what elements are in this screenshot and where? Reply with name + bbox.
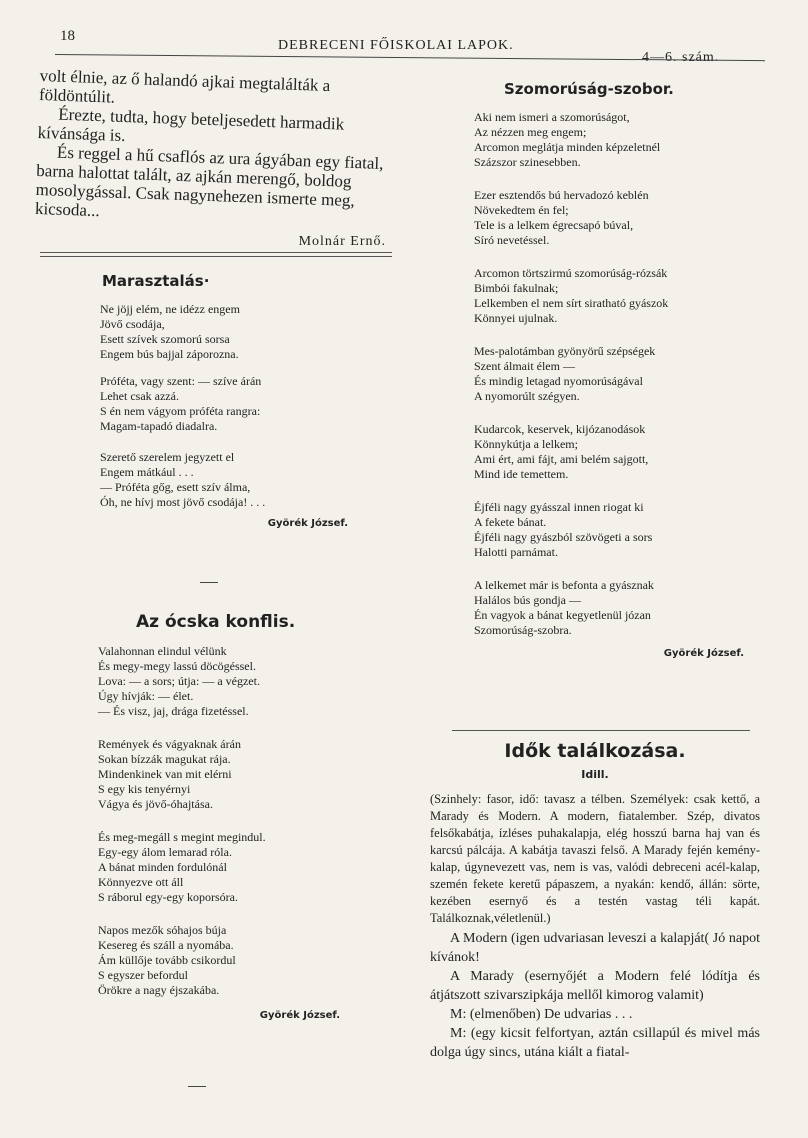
verse-line: Mes-palotámban gyönyörű szépségek — [474, 344, 656, 358]
verse-line: Lova: — a sors; útja: — a végzet. — [98, 674, 260, 688]
journal-title: DEBRECENI FŐISKOLAI LAPOK. — [278, 38, 514, 53]
stanza — [100, 374, 360, 434]
verse-line: Lelkemben el nem sírt siratható gyászok — [474, 296, 669, 310]
stanza — [474, 344, 744, 404]
verse-line: És megy-megy lassú döcögéssel. — [98, 659, 256, 673]
verse-line: Én vagyok a bánat kegyetlenül józan — [474, 608, 651, 622]
verse-line: Az nézzen meg engem; — [474, 125, 587, 139]
verse-line: A bánat minden fordulónál — [98, 860, 227, 874]
verse-line: Százszor szinesebben. — [474, 155, 581, 169]
verse-line: Óh, ne hívj most jövő csodája! . . . — [100, 495, 266, 509]
verse-line: Ne jöjj elém, ne idézz engem — [100, 302, 240, 316]
page-number: 18 — [60, 28, 75, 44]
section-divider — [452, 730, 750, 731]
poem-title: Szomorúság-szobor. — [504, 80, 674, 98]
verse-line: — Próféta gőg, esett szív álma, — [100, 480, 251, 494]
verse-line: És meg-megáll s megint megindul. — [98, 830, 266, 844]
poem-author: Györék József. — [267, 518, 348, 529]
verse-line: Esett szívek szomorú sorsa — [100, 332, 230, 346]
play-idok-talalkozasa — [430, 740, 760, 1062]
verse-line: Tele is a lelkem égrecsapó búval, — [474, 218, 634, 232]
verse-line: Ezer esztendős bú hervadozó keblén — [474, 188, 649, 202]
verse-line: Ami ért, ami fájt, ami belém sajgott, — [474, 452, 649, 466]
verse-line: Remények és vágyaknak árán — [98, 737, 241, 751]
verse-line: Úgy hívják: — élet. — [98, 689, 194, 703]
verse-line: Ám küllője tovább csikordul — [98, 953, 236, 967]
verse-line: Könnyei ujulnak. — [474, 311, 558, 325]
stanza — [474, 578, 744, 638]
stage-direction: (Szinhely: fasor, idő: tavasz a télben. Személyek: csak kettő, a Marady és Modern. A modern, fiatalember. Szép, divatos felsőkabátja, ízléses puhakalapja, elég hosszú barna haj van és karcsú pálcája. A kabátja tavaszi felső. A Marady fején kemény-kalap, úgynevezett vas, nem is vas, valódi debreceni acél-kalap, szemén fekete keretű pápaszem, a nyakán: kendő, állán: sörte, kezében esernyő és a testén vastag téli kapát. Találkoznak,véletlenül.) — [430, 792, 760, 925]
verse-line: És mindig letagad nyomorúságával — [474, 374, 643, 388]
verse-line: S egy kis tenyérnyi — [98, 782, 191, 796]
stanza — [98, 830, 360, 905]
story-paragraph: volt élnie, az ő halandó ajkai megtalálták a földöntúlit. — [38, 66, 331, 107]
poem-marasztalas — [100, 272, 360, 529]
verse-line: Engem mátkául . . . — [100, 465, 194, 479]
verse-line: A lelkemet már is befonta a gyásznak — [474, 578, 654, 592]
verse-line: Halotti parnámat. — [474, 545, 558, 559]
verse-line: Valahonnan elindul vélünk — [98, 644, 227, 658]
verse-line: Halálos bús gondja — — [474, 593, 581, 607]
verse-line: A fekete bánat. — [474, 515, 547, 529]
verse-line: Könnyezve ott áll — [98, 875, 184, 889]
stanza — [98, 923, 360, 998]
verse-line: Egy-egy álom lemarad róla. — [98, 845, 232, 859]
verse-line: Síró nevetéssel. — [474, 233, 550, 247]
verse-line: Növekedtem én fel; — [474, 203, 569, 217]
verse-line: Mind ide temettem. — [474, 467, 569, 481]
verse-line: Örökre a nagy éjszakába. — [98, 983, 220, 997]
play-subtitle: Idill. — [581, 768, 609, 781]
story-paragraph: És reggel a hű csaflós az ura ágyában egy fiatal, barna halottat talált, az ajkán merengő, boldog mosolygással. Csak nagynehezen ismerte meg, kicsoda... — [34, 142, 384, 221]
verse-line: S egyszer befordul — [98, 968, 188, 982]
dash-separator — [200, 582, 218, 583]
verse-line: Könnykútja a lelkem; — [474, 437, 578, 451]
verse-line: Arcomon törtszirmú szomorúság-rózsák — [474, 266, 668, 280]
verse-line: Vágya és jövő-óhajtása. — [98, 797, 213, 811]
poem-title: Marasztalás· — [102, 272, 210, 290]
left-column — [34, 66, 400, 250]
dash-separator — [188, 1086, 206, 1087]
verse-line: Kudarcok, keservek, kijózanodások — [474, 422, 646, 436]
verse-line: Próféta, vagy szent: — szíve árán — [100, 374, 262, 388]
verse-line: Jövő csodája, — [100, 317, 165, 331]
verse-line: Bimbói fakulnak; — [474, 281, 559, 295]
section-divider — [40, 252, 392, 257]
poem-szomorusag-szobor — [474, 80, 744, 659]
stanza — [100, 302, 360, 362]
dialogue-line: A Marady (esernyőjét a Modern felé lódítja és átjátszott szivarszipkája mellől kimorog valamit) — [430, 969, 760, 1003]
stanza — [100, 450, 360, 510]
poem-ocska-konflis — [98, 612, 360, 1021]
stanza — [474, 188, 744, 248]
poem-author: Györék József. — [259, 1010, 340, 1021]
poem-author: Györék József. — [663, 648, 744, 659]
play-title: Idők találkozása. — [504, 740, 686, 762]
verse-line: S én nem vágyom próféta rangra: — [100, 404, 261, 418]
poem-title: Az ócska konflis. — [136, 612, 296, 632]
stanza — [98, 644, 360, 719]
verse-line: A nyomorúlt szégyen. — [474, 389, 580, 403]
verse-line: Engem bús bajjal záporozna. — [100, 347, 239, 361]
verse-line: Napos mezők sóhajos búja — [98, 923, 227, 937]
story-paragraph: Érezte, tudta, hogy beteljesedett harmadik kívánsága is. — [37, 104, 345, 146]
dialogue-line: M: (egy kicsit felfortyan, aztán csillapúl és mivel más dolga úgy sincs, utána kiált a fiatal- — [430, 1026, 760, 1060]
stanza — [98, 737, 360, 812]
stanza — [474, 500, 744, 560]
verse-line: Éjféli nagy gyásszal innen riogat ki — [474, 500, 644, 514]
verse-line: Szerető szerelem jegyzett el — [100, 450, 235, 464]
dialogue-line: A Modern (igen udvariasan leveszi a kalapját( Jó napot kívánok! — [430, 931, 760, 965]
verse-line: Mindenkinek van mit elérni — [98, 767, 232, 781]
dialogue-line: M: (elmenőben) De udvarias . . . — [450, 1007, 633, 1022]
verse-line: Szent álmait élem — — [474, 359, 575, 373]
verse-line: Lehet csak azzá. — [100, 389, 179, 403]
stanza — [474, 110, 744, 170]
stanza — [474, 422, 744, 482]
verse-line: Sokan bízzák magukat rája. — [98, 752, 231, 766]
issue-number: 4—6. szám. — [642, 50, 720, 65]
verse-line: S ráborul egy-egy koporsóra. — [98, 890, 238, 904]
story-author: Molnár Ernő. — [298, 234, 386, 249]
verse-line: Aki nem ismeri a szomorúságot, — [474, 110, 630, 124]
verse-line: — És visz, jaj, drága fizetéssel. — [98, 704, 249, 718]
verse-line: Kesereg és száll a nyomába. — [98, 938, 234, 952]
verse-line: Magam-tapadó diadalra. — [100, 419, 218, 433]
verse-line: Arcomon meglátja minden képzeletnél — [474, 140, 661, 154]
verse-line: Éjféli nagy gyászból szövögeti a sors — [474, 530, 653, 544]
verse-line: Szomorúság-szobra. — [474, 623, 572, 637]
story-ending — [35, 66, 390, 230]
stanza — [474, 266, 744, 326]
